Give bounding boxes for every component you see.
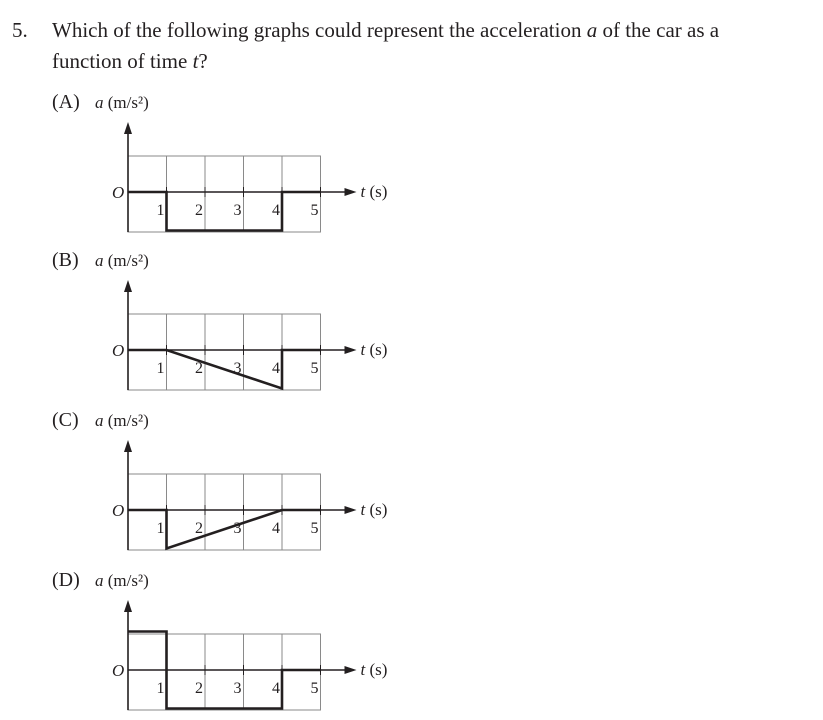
graph-option-d — [52, 569, 387, 710]
question-text-pre: Which of the following graphs could represent the acceleration — [52, 18, 587, 42]
tick-label: 5 — [310, 360, 319, 377]
graph-option-c — [52, 409, 387, 550]
origin-label: O — [112, 661, 125, 680]
origin-label: O — [112, 183, 125, 202]
tick-label: 4 — [272, 520, 280, 537]
y-axis-var: a — [95, 411, 104, 430]
tick-label: 1 — [156, 520, 165, 537]
t-axis-units: (s) — [365, 182, 388, 201]
graph-option-a — [52, 91, 387, 232]
y-axis-arrow — [124, 280, 132, 292]
question-number: 5. — [12, 18, 28, 42]
tick-label: 3 — [233, 202, 242, 219]
tick-label: 5 — [310, 202, 319, 219]
tick-label: 2 — [195, 520, 203, 537]
tick-label: 2 — [195, 202, 203, 219]
y-axis-arrow — [124, 440, 132, 452]
t-axis-arrow — [345, 188, 357, 196]
question-var-a: a — [586, 18, 598, 42]
t-axis-arrow — [345, 346, 357, 354]
y-axis-units: (m/s²) — [103, 93, 149, 112]
y-axis-label — [95, 571, 149, 590]
y-axis-var: a — [95, 93, 104, 112]
option-label: (C) — [52, 409, 79, 431]
tick-label: 2 — [195, 680, 203, 697]
tick-label: 4 — [272, 360, 280, 377]
t-axis-label — [361, 340, 388, 359]
t-axis-units: (s) — [365, 340, 388, 359]
y-axis-arrow — [124, 600, 132, 612]
grid-frame — [128, 474, 321, 550]
origin-label: O — [112, 501, 125, 520]
y-axis-label — [95, 411, 149, 430]
question-var-t: t — [192, 49, 199, 73]
option-label: (A) — [52, 91, 80, 113]
t-axis-label — [361, 500, 388, 519]
graph-option-b — [52, 249, 387, 390]
tick-label: 5 — [310, 520, 319, 537]
t-axis-var: t — [360, 500, 366, 519]
t-axis-units: (s) — [365, 500, 388, 519]
y-axis-arrow — [124, 122, 132, 134]
y-axis-var: a — [95, 251, 104, 270]
y-axis-label — [95, 251, 149, 270]
y-axis-label — [95, 93, 149, 112]
y-axis-units: (m/s²) — [103, 571, 149, 590]
t-axis-label — [361, 182, 388, 201]
t-axis-units: (s) — [365, 660, 388, 679]
tick-label: 5 — [310, 680, 319, 697]
t-axis-var: t — [360, 660, 366, 679]
tick-label: 3 — [233, 360, 242, 377]
t-axis-var: t — [360, 340, 366, 359]
grid-frame — [128, 156, 321, 232]
tick-label: 1 — [156, 202, 165, 219]
tick-label: 4 — [272, 202, 280, 219]
grid-frame — [128, 634, 321, 710]
tick-label: 2 — [195, 360, 203, 377]
tick-label: 1 — [156, 360, 165, 377]
tick-label: 1 — [156, 680, 165, 697]
question-text-pre2: function of time — [52, 49, 193, 73]
y-axis-units: (m/s²) — [103, 251, 149, 270]
grid-frame — [128, 314, 321, 390]
origin-label: O — [112, 341, 125, 360]
tick-label: 3 — [233, 680, 242, 697]
y-axis-units: (m/s²) — [103, 411, 149, 430]
question-text-post: of the car as a — [597, 18, 720, 42]
option-label: (B) — [52, 249, 79, 271]
y-axis-var: a — [95, 571, 104, 590]
t-axis-arrow — [345, 506, 357, 514]
tick-label: 3 — [233, 520, 242, 537]
question-text-post2: ? — [198, 49, 208, 73]
t-axis-arrow — [345, 666, 357, 674]
option-label: (D) — [52, 569, 80, 591]
t-axis-label — [361, 660, 388, 679]
t-axis-var: t — [360, 182, 366, 201]
tick-label: 4 — [272, 680, 280, 697]
